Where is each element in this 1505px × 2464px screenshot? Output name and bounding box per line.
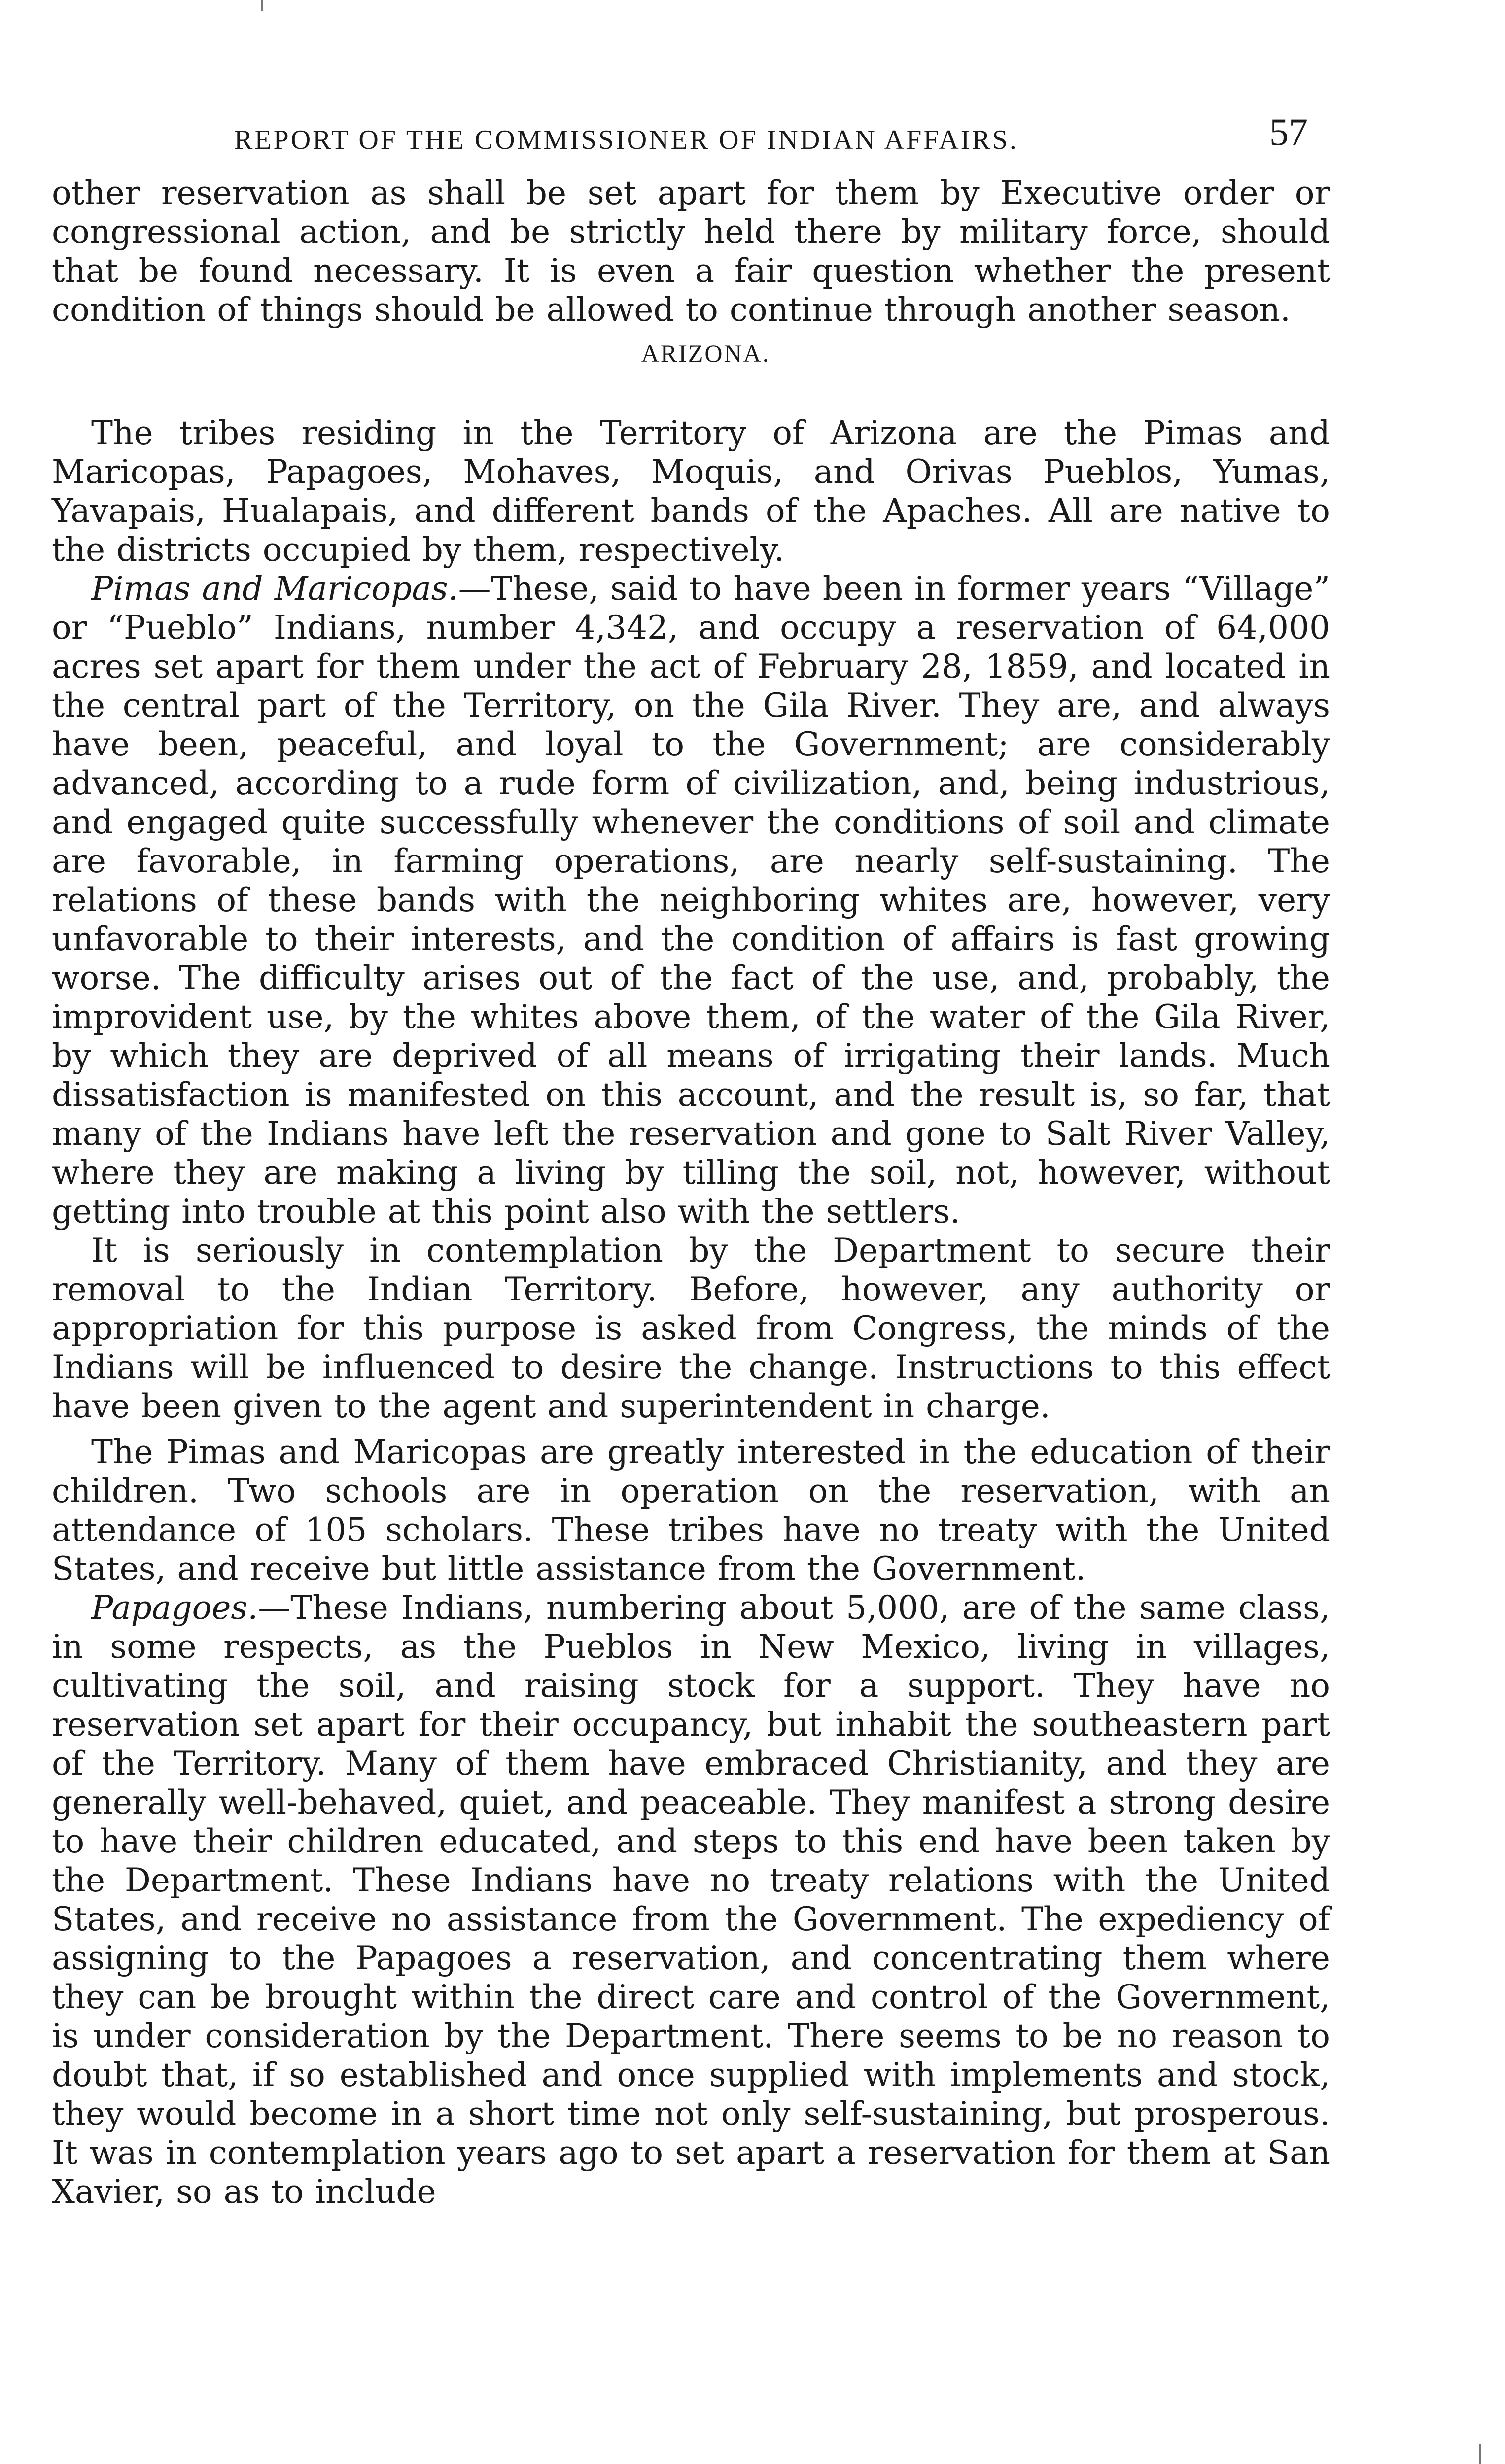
papagoes-lead: Papagoes. xyxy=(91,1589,258,1627)
page-number: 57 xyxy=(1269,110,1308,153)
opening-paragraph: other reservation as shall be set apart for them by Executive order or congressional action, and be strictly held there by military force, should that be found necessary. It is even a fair question whether the present condition of things should be allowed to continue through another season. xyxy=(52,174,1330,329)
paragraph-papagoes xyxy=(52,1588,1330,2211)
paragraph-education: The Pimas and Maricopas are greatly interested in the education of their children. Two schools are in operation on the reservation, with an attendance of 105 scholars. These tribes have no treaty with the United States, and receive but little assistance from the Government. xyxy=(52,1433,1330,1588)
top-scan-tick xyxy=(261,0,263,11)
paragraph-pimas xyxy=(52,569,1330,1231)
section-heading: ARIZONA. xyxy=(641,340,770,367)
paragraph-removal: It is seriously in contemplation by the Department to secure their removal to the Indian Territory. Before, however, any authority or appropriation for this purpose is asked from Congress, the minds of the Indians will be influenced to desire the change. Instructions to this effect have been given to the agent and superintendent in charge. xyxy=(52,1232,1330,1425)
body-text xyxy=(52,173,1330,2211)
margin-scan-mark xyxy=(1479,2444,1481,2464)
running-header xyxy=(175,99,1330,158)
pimas-lead: Pimas and Maricopas. xyxy=(91,570,458,608)
running-title: REPORT OF THE COMMISSIONER OF INDIAN AFFAIRS. xyxy=(234,125,1018,155)
pimas-body: —These, said to have been in former years “Village” or “Pueblo” Indians, number 4,342, and occupy a reservation of 64,000 acres set apart for them under the act of February 28, 1859, and located in the central part of the Territory, on the Gila River. They are, and always have been, peaceful, and loyal to the Government; are considerably advanced, according to a rude form of civilization, and, being industrious, and engaged quite successfully whenever the conditions of soil and climate are favorable, in farming operations, are nearly self-sustaining. The relations of these bands with the neighboring whites are, however, very unfavorable to their interests, and the condition of affairs is fast growing worse. The difficulty arises out of the fact of the use, and, probably, the improvident use, by the whites above them, of the water of the Gila River, by which they are deprived of all means of irrigating their lands. Much dissatisfaction is manifested on this account, and the result is, so far, that many of the Indians have left the reservation and gone to Salt River Valley, where they are making a living by tilling the soil, not, however, without getting into trouble at this point also with the settlers. xyxy=(52,570,1330,1231)
paragraph-tribes: The tribes residing in the Territory of Arizona are the Pimas and Maricopas, Papagoes, Mohaves, Moquis, and Orivas Pueblos, Yumas, Yavapais, Hualapais, and different bands of the Apaches. All are native to the districts occupied by them, respectively. xyxy=(52,414,1330,569)
papagoes-body: —These Indians, numbering about 5,000, are of the same class, in some respects, as the Pueblos in New Mexico, living in villages, cultivating the soil, and raising stock for a support. They have no reservation set apart for their occupancy, but inhabit the southeastern part of the Territory. Many of them have embraced Christianity, and they are generally well-behaved, quiet, and peaceable. They manifest a strong desire to have their children educated, and steps to this end have been taken by the Department. These Indians have no treaty relations with the United States, and receive no assistance from the Government. The expediency of assigning to the Papagoes a reservation, and concentrating them where they can be brought within the direct care and control of the Government, is under consideration by the Department. There seems to be no reason to doubt that, if so established and once supplied with implements and stock, they would become in a short time not only self-sustaining, but prosperous. It was in contemplation years ago to set apart a reservation for them at San Xavier, so as to include xyxy=(52,1589,1330,2211)
